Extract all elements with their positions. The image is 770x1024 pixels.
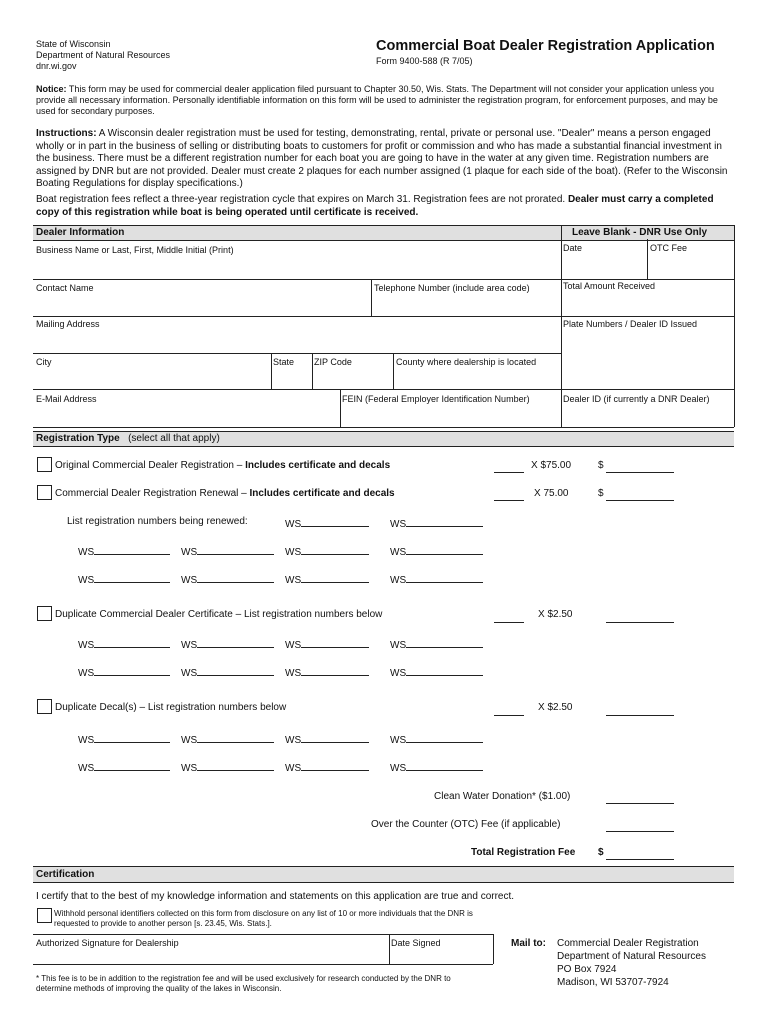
- renewal-registration-label: Commercial Dealer Registration Renewal – Includes certificate and decals: [55, 488, 395, 499]
- telephone-field[interactable]: [374, 296, 559, 315]
- ws-field[interactable]: WS: [181, 733, 274, 747]
- certification-statement: I certify that to the best of my knowledge information and statements on this application are true and correct.: [36, 891, 515, 902]
- total-fee-blank[interactable]: [606, 859, 674, 860]
- registration-type-header: [36, 433, 220, 445]
- mail-to-label: Mail to:: [511, 938, 546, 949]
- otc-fee-label: Over the Counter (OTC) Fee (if applicable): [371, 819, 561, 830]
- ws-field[interactable]: WS: [78, 638, 170, 652]
- mail-to-line4: Madison, WI 53707-7924: [557, 977, 669, 988]
- state-field[interactable]: [273, 370, 310, 388]
- ws-field[interactable]: WS: [390, 638, 483, 652]
- duplicate-decal-amount-blank[interactable]: [606, 715, 674, 716]
- notice-text: This form may be used for commercial dealer application filed pursuant to Chapter 30.50, Wis. Stats. The Department will not consider your application unless you provide all necessary information. Personally identifiable information on this form will be used to administer the registration program, for enforcement purposes, and may be used for secondary purposes.: [36, 84, 718, 116]
- zip-label: ZIP Code: [314, 357, 352, 367]
- mailing-address-label: Mailing Address: [36, 319, 100, 329]
- signature-label: Authorized Signature for Dealership: [36, 938, 179, 948]
- county-field[interactable]: [396, 370, 559, 388]
- ws-field[interactable]: WS: [181, 638, 274, 652]
- business-name-field[interactable]: [36, 258, 558, 278]
- ws-field[interactable]: WS: [78, 573, 170, 587]
- renewal-fee: X 75.00: [534, 488, 569, 499]
- mailing-address-field[interactable]: [36, 332, 558, 352]
- telephone-label: Telephone Number (include area code): [374, 283, 530, 293]
- duplicate-certificate-label: Duplicate Commercial Dealer Certificate – List registration numbers below: [55, 609, 383, 620]
- notice-paragraph: [36, 84, 736, 117]
- withhold-identifiers-checkbox[interactable]: [37, 908, 52, 923]
- dealer-info-header: Dealer Information: [36, 227, 125, 238]
- mail-to-line1: Commercial Dealer Registration: [557, 938, 699, 949]
- duplicate-certificate-fee: X $2.50: [538, 609, 573, 620]
- duplicate-certificate-qty-blank[interactable]: [494, 622, 524, 623]
- dealer-id-field[interactable]: [563, 407, 732, 426]
- mail-to-line2: Department of Natural Resources: [557, 951, 706, 962]
- date-signed-field[interactable]: [391, 950, 491, 963]
- clean-water-donation-label: Clean Water Donation* ($1.00): [434, 791, 571, 802]
- registration-type-title: Registration Type: [36, 433, 120, 444]
- registration-type-note: (select all that apply): [128, 433, 220, 444]
- fees-note: [36, 194, 736, 219]
- original-registration-label: Original Commercial Dealer Registration – Includes certificate and decals: [55, 460, 391, 471]
- duplicate-decal-fee: X $2.50: [538, 702, 573, 713]
- instructions-label: Instructions:: [36, 128, 97, 139]
- otc-fee-blank[interactable]: [606, 831, 674, 832]
- contact-name-label: Contact Name: [36, 283, 94, 293]
- ws-field[interactable]: WS: [390, 517, 483, 531]
- ws-field[interactable]: WS: [78, 761, 170, 775]
- date-signed-label: Date Signed: [391, 938, 441, 948]
- fein-label: FEIN (Federal Employer Identification Number): [342, 394, 530, 404]
- dnr-plate-numbers-label: Plate Numbers / Dealer ID Issued: [563, 319, 698, 329]
- ws-field[interactable]: WS: [285, 517, 369, 531]
- email-field[interactable]: [36, 407, 338, 426]
- mail-to-line3: PO Box 7924: [557, 964, 617, 975]
- ws-field[interactable]: WS: [285, 545, 369, 559]
- duplicate-decal-checkbox[interactable]: [37, 699, 52, 714]
- fees-note-text: Boat registration fees reflect a three-year registration cycle that expires on March 31. Registration fees are not prorated.: [36, 194, 568, 205]
- dealer-id-label: Dealer ID (if currently a DNR Dealer): [563, 394, 710, 404]
- ws-field[interactable]: WS: [285, 666, 369, 680]
- business-name-label: Business Name or Last, First, Middle Initial (Print): [36, 245, 234, 255]
- ws-field[interactable]: WS: [390, 733, 483, 747]
- ws-field[interactable]: WS: [285, 733, 369, 747]
- withhold-identifiers-label: Withhold personal identifiers collected on this form from disclosure on any list of 10 or more individuals that the DNR is requested to provide to another person [s. 23.45, Wis. Stats.].: [54, 909, 473, 928]
- email-label: E-Mail Address: [36, 394, 97, 404]
- signature-field[interactable]: [36, 950, 386, 963]
- state-label: State: [273, 357, 295, 367]
- renewal-qty-blank[interactable]: [494, 500, 524, 501]
- ws-field[interactable]: WS: [78, 545, 170, 559]
- ws-field[interactable]: WS: [78, 666, 170, 680]
- city-field[interactable]: [36, 370, 268, 388]
- ws-field[interactable]: WS: [390, 573, 483, 587]
- ws-field[interactable]: WS: [181, 761, 274, 775]
- ws-field[interactable]: WS: [285, 638, 369, 652]
- certification-header: Certification: [36, 869, 95, 880]
- certification-header-bar: [33, 866, 734, 883]
- original-registration-checkbox[interactable]: [37, 457, 52, 472]
- duplicate-certificate-checkbox[interactable]: [37, 606, 52, 621]
- zip-field[interactable]: [314, 370, 391, 388]
- ws-field[interactable]: WS: [181, 573, 274, 587]
- ws-field[interactable]: WS: [285, 761, 369, 775]
- agency-state: State of Wisconsin: [36, 39, 111, 49]
- ws-field[interactable]: WS: [390, 545, 483, 559]
- original-fee: X $75.00: [531, 460, 572, 471]
- contact-name-field[interactable]: [36, 296, 368, 315]
- duplicate-certificate-amount-blank[interactable]: [606, 622, 674, 623]
- original-qty-blank[interactable]: [494, 472, 524, 473]
- ws-field[interactable]: WS: [181, 545, 274, 559]
- dnr-otc-fee-label: OTC Fee: [650, 243, 688, 253]
- dnr-use-header: Leave Blank - DNR Use Only: [572, 227, 708, 238]
- fees-note-bold: Dealer must carry a completed copy of this registration while boat is being operated until certificate is received.: [36, 194, 714, 218]
- instructions-text: A Wisconsin dealer registration must be used for testing, demonstrating, rental, private or personal use. "Dealer" means a person engaged wholly or in part in the business of selling or distributing boats to customers for profit or commission and who has made a substantial financial investment in the business. There must be a different registration number for each boat you are going to have in the water at any given time. Registration numbers are assigned by DNR but are not provided. Dealer must create 2 plaques for each number assigned (1 plaque for each side of the boat). (Refer to the Wisconsin Boating Regulations for display specifications.): [36, 128, 728, 189]
- duplicate-decal-qty-blank[interactable]: [494, 715, 524, 716]
- notice-label: Notice:: [36, 84, 67, 94]
- duplicate-decal-label: Duplicate Decal(s) – List registration numbers below: [55, 702, 287, 713]
- dnr-total-amount-label: Total Amount Received: [563, 281, 656, 291]
- fein-field[interactable]: [342, 407, 559, 426]
- renewal-list-label: List registration numbers being renewed:: [67, 516, 248, 527]
- instructions-paragraph: [36, 128, 736, 191]
- ws-field[interactable]: WS: [285, 573, 369, 587]
- ws-field[interactable]: WS: [390, 666, 483, 680]
- city-label: City: [36, 357, 52, 367]
- ws-field[interactable]: WS: [181, 666, 274, 680]
- original-amount-blank[interactable]: [606, 472, 674, 473]
- agency-web: dnr.wi.gov: [36, 61, 77, 71]
- agency-dept: Department of Natural Resources: [36, 50, 171, 60]
- dnr-date-label: Date: [563, 243, 583, 253]
- renewal-registration-checkbox[interactable]: [37, 485, 52, 500]
- footnote: * This fee is to be in addition to the registration fee and will be used exclusively for research conducted by the DNR to determine methods of improving the quality of the lakes in Wisconsin.: [36, 974, 451, 993]
- total-fee-label: Total Registration Fee: [471, 847, 576, 858]
- form-number: Form 9400-588 (R 7/05): [376, 56, 473, 66]
- clean-water-donation-blank[interactable]: [606, 803, 674, 804]
- renewal-amount-blank[interactable]: [606, 500, 674, 501]
- county-label: County where dealership is located: [396, 357, 537, 367]
- ws-field[interactable]: WS: [390, 761, 483, 775]
- ws-field[interactable]: WS: [78, 733, 170, 747]
- renewal-dollar: $: [598, 488, 604, 499]
- original-dollar: $: [598, 460, 604, 471]
- total-fee-dollar: $: [598, 847, 604, 858]
- form-title: Commercial Boat Dealer Registration Application: [376, 38, 715, 54]
